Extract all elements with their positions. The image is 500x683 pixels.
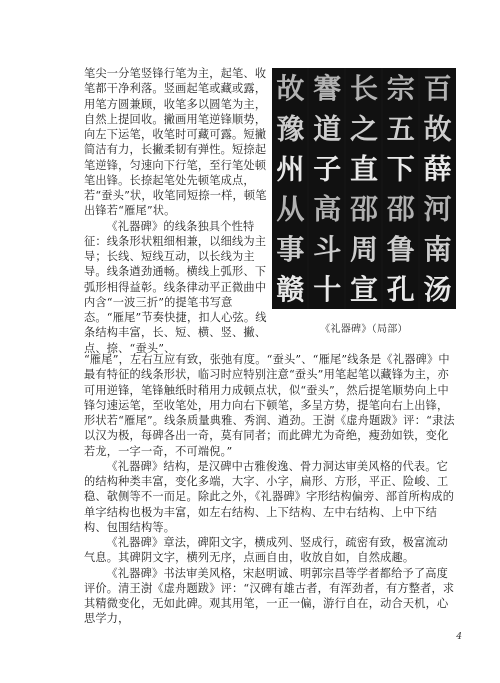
wrapped-text-column <box>84 66 268 356</box>
rubbing-glyph: 孔 <box>386 272 415 306</box>
rubbing-glyph: 道 <box>313 112 342 146</box>
rubbing-glyph: 故 <box>276 72 305 106</box>
rubbing-glyph: 汤 <box>423 272 452 306</box>
full-width-text <box>84 352 456 627</box>
rubbing-glyph: 薛 <box>423 152 452 186</box>
stele-rubbing-image <box>272 68 456 309</box>
rubbing-glyphs <box>272 68 456 309</box>
rubbing-glyph: 百 <box>423 72 452 106</box>
paragraph: 《礼器碑》章法，碑阳文字，横成列、竖成行，疏密有致，极富流动气息。其碑阴文字，横列无序，点画自由，收放自如，自然成趣。 <box>84 536 449 565</box>
rubbing-glyph: 十 <box>313 272 342 306</box>
figure-caption: 《礼器碑》（局部） <box>320 324 408 335</box>
rubbing-glyph: 周 <box>349 232 379 266</box>
rubbing-glyph: 直 <box>349 152 379 186</box>
rubbing-glyph: 謇 <box>313 72 342 106</box>
rubbing-glyph: 鲁 <box>386 232 415 266</box>
rubbing-glyph: 下 <box>386 152 415 186</box>
rubbing-glyph: 从 <box>276 192 305 226</box>
rubbing-glyph: 高 <box>313 192 342 226</box>
rubbing-glyph: 邵 <box>349 192 379 226</box>
rubbing-glyph: 邵 <box>386 192 415 226</box>
paragraph: 《礼器碑》书法审美风格，宋赵明诚、明郭宗昌等学者都给予了高度评价。清王澍《虚舟题跋》评：“汉碑有雄古者，有浑劲者，有方整者，求其精微变化，无如此碑。观其用笔，一正一偏，游行自在，动合天机，心思学力， <box>84 566 455 626</box>
rubbing-glyph: 事 <box>276 232 305 266</box>
rubbing-glyph: 豫 <box>276 112 305 146</box>
rubbing-glyph: 五 <box>386 112 415 146</box>
rubbing-glyph: 斗 <box>313 232 342 266</box>
rubbing-glyph: 故 <box>423 112 452 146</box>
rubbing-glyph: 长 <box>349 72 379 106</box>
page-number: 4 <box>456 632 462 642</box>
rubbing-glyph: 宗 <box>386 72 415 106</box>
figure <box>272 68 456 335</box>
rubbing-glyph: 州 <box>276 152 305 186</box>
rubbing-glyph: 之 <box>349 112 379 146</box>
rubbing-glyph: 南 <box>423 232 452 266</box>
rubbing-glyph: 河 <box>423 192 452 226</box>
paragraph: “雁尾”，左右互应有致，张弛有度。“蚕头”、“雁尾”线条是《礼器碑》中最有特征的线条形状，临习时应特别注意“蚕头”用笔起笔以藏锋为主，亦可用逆锋，笔锋触纸时稍用力成顿点状，似“蚕头”，然后提笔顺势向上中锋匀速运笔，至收笔处，用力向右下顿笔，多呈方势，提笔向右上出锋，形状若“雁尾”。线条质量典雅、秀润、遒劲。王澍《虚舟题跋》评：“隶法以汉为极，每碑各出一奇，莫有同者；而此碑尤为奇绝，瘦劲如铁，变化若龙，一字一奇，不可端倪。” <box>84 353 455 458</box>
rubbing-glyph: 宣 <box>349 272 379 306</box>
paragraph: 《礼器碑》的线条独具个性特征：线条形状粗细相兼，以细线为主导；长线、短线互动，以长线为主导。线条遒劲通畅。横线上弧形、下弧形相得益彰。线条律动平正微曲中内含“一波三折”的提笔书写意态。“雁尾”节奏快捷，扣人心弦。线条结构丰富，长、短、横、竖、撇、点、捺、“蚕头”、 <box>84 219 267 355</box>
rubbing-glyph: 赣 <box>276 272 305 306</box>
paragraph: 《礼器碑》结构，是汉碑中古雅俊逸、骨力洞达审美风格的代表。它的结构种类丰富，变化多端，大字、小字，扁形、方形，平正、险峻、工稳、欹侧等不一而足。除此之外，《礼器碑》字形结构偏旁、部首所构成的单字结构也极为丰富，如左右结构、上下结构、左中右结构、上中下结构、包围结构等。 <box>84 459 455 534</box>
rubbing-glyph: 子 <box>313 152 342 186</box>
paragraph: 笔尖一分笔竖锋行笔为主，起笔、收笔都干净利落。竖画起笔或藏或露，用笔方圆兼顾，收笔多以圆笔为主，自然上提回收。撇画用笔逆锋顺势，向左下运笔，收笔时可藏可露。短撇简洁有力，长撇柔韧有弹性。短捺起笔逆锋，匀速向下行笔，至行笔处顿笔出锋。长捺起笔处先顿笔成点，若“蚕头”状，收笔同短捺一样，顿笔出锋若“雁尾”状。 <box>84 67 267 218</box>
